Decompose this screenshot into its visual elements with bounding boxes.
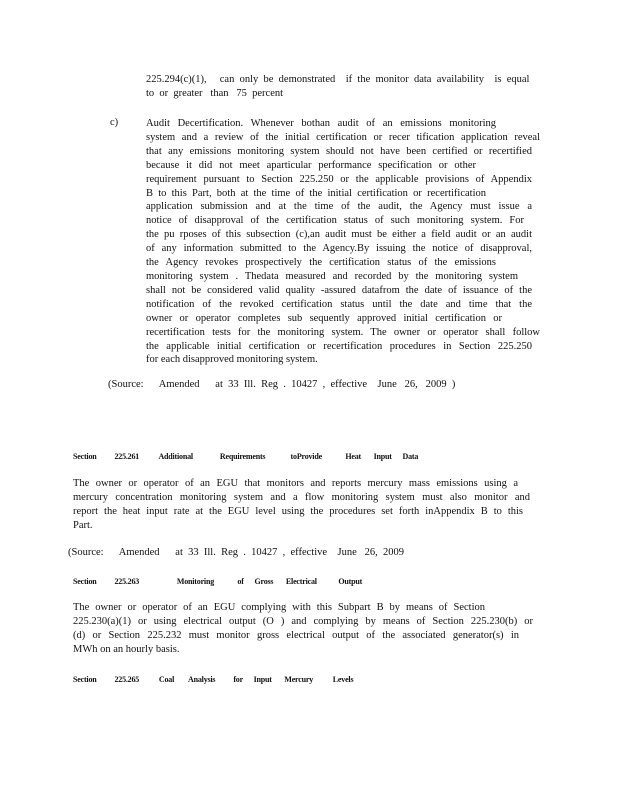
section-261-body	[73, 477, 530, 533]
source-note: (Source: Amended at 33 Ill. Reg . 10427 , effective June 26, 2009	[68, 547, 405, 558]
text-line: owner or operator completes sub sequently approved initial certification or	[146, 312, 502, 324]
text-line: recertification tests for the monitoring system. The owner or operator shall follow	[146, 326, 540, 338]
audit-decertification-paragraph	[146, 117, 540, 367]
text-line: 225.230(a)(1) or using electrical output (O ) and complying by means of Section 225.230(b) or	[73, 615, 533, 627]
text-line: mercury concentration monitoring system and a flow monitoring system must also monitor and	[73, 491, 530, 503]
text-line: The owner or operator of an EGU that monitors and reports mercury mass emissions using a	[73, 478, 518, 489]
text-line: 225.294(c)(1), can only be demonstrated if the monitor data availability is equal	[146, 74, 530, 85]
text-line: The owner or operator of an EGU complying with this Subpart B by means of Section	[73, 602, 485, 613]
source-note: (Source: Amended at 33 Ill. Reg . 10427 , effective June 26, 2009 )	[108, 379, 456, 390]
text-line: report the heat input rate at the EGU level using the procedures set forth inAppendix B to this	[73, 505, 523, 517]
text-line: of any information submitted to the Agency.By issuing the notice of disapproval,	[146, 243, 532, 255]
text-line: the Agency revokes prospectively the certification status of the emissions	[146, 257, 496, 269]
section-heading: Section 225.261 Additional Requirements toProvide Heat Input Data	[73, 452, 419, 461]
text-line: requirement pursuant to Section 225.250 or the applicable provisions of Appendix	[146, 173, 532, 185]
text-line: because it did not meet aparticular performance specification or other	[146, 159, 476, 171]
text-line: the applicable initial certification or recertification procedures in Section 225.250	[146, 340, 532, 352]
text-line: B to this Part, both at the time of the initial certification or recertification	[146, 187, 486, 199]
text-line: to or greater than 75 percent	[146, 87, 284, 99]
text-line: application submission and at the time of the audit, the Agency must issue a	[146, 201, 532, 213]
text-line: notice of disapproval of the certification status of such monitoring system. For	[146, 215, 524, 227]
text-line: notification of the revoked certification status until the date and time that the	[146, 298, 532, 310]
section-heading: Section 225.263 Monitoring of Gross Electrical Output	[73, 577, 363, 586]
section-263-body	[73, 601, 533, 657]
text-line: MWh on an hourly basis.	[73, 643, 180, 655]
text-line: for each disapproved monitoring system.	[146, 354, 318, 366]
text-line: shall not be considered valid quality -assured datafrom the date of issuance of the	[146, 284, 532, 296]
continuation-paragraph	[146, 73, 536, 101]
text-line: Part.	[73, 519, 93, 531]
item-label: c)	[110, 117, 119, 128]
text-line: system and a review of the initial certification or recer tification application reveal	[146, 131, 540, 143]
text-line: the pu rposes of this subsection (c),an audit must be either a field audit or an audit	[146, 229, 532, 241]
text-line: (d) or Section 225.232 must monitor gross electrical output of the associated generator(s) in	[73, 629, 519, 641]
text-line: Audit Decertification. Whenever bothan audit of an emissions monitoring	[146, 118, 496, 129]
section-heading: Section 225.265 Coal Analysis for Input Mercury Levels	[73, 675, 354, 684]
text-line: monitoring system . Thedata measured and recorded by the monitoring system	[146, 270, 518, 282]
text-line: that any emissions monitoring system should not have been certified or recertified	[146, 145, 532, 157]
